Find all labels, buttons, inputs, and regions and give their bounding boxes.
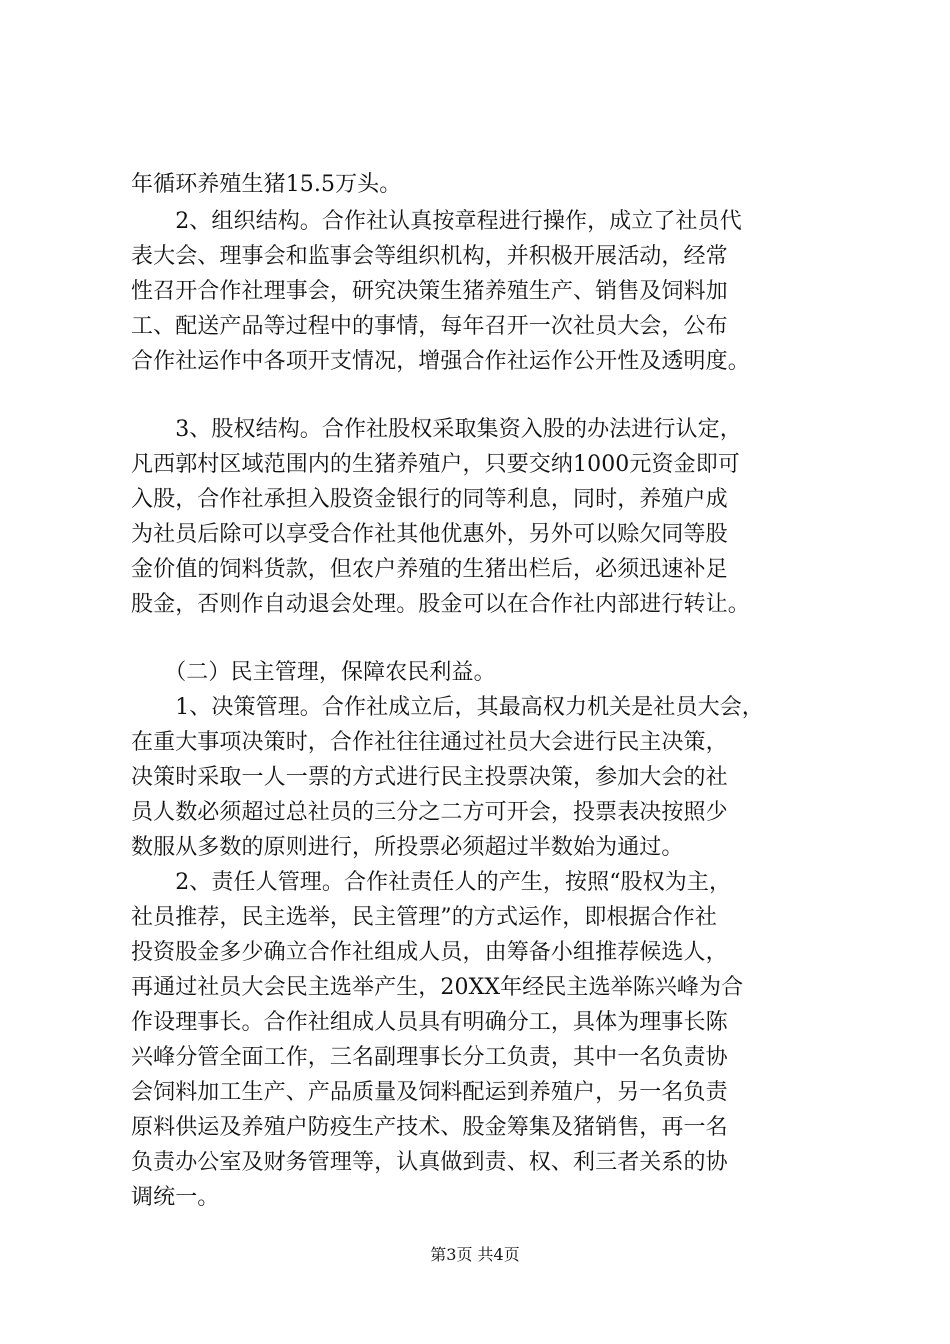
text-line: 合作社运作中各项开支情况，增强合作社运作公开性及透明度。	[131, 349, 750, 374]
text-line: 3、股权结构。合作社股权采取集资入股的办法进行认定，	[131, 417, 742, 442]
text-line: 金价值的饲料货款，但农户养殖的生猪出栏后，必须迅速补足	[131, 557, 728, 582]
text-line: 2、组织结构。合作社认真按章程进行操作，成立了社员代	[131, 209, 742, 234]
text-line: 1、决策管理。合作社成立后，其最高权力机关是社员大会，	[131, 695, 764, 720]
text-line: 兴峰分管全面工作，三名副理事长分工负责，其中一名负责协	[131, 1045, 728, 1070]
text-line: 投资股金多少确立合作社组成人员，由筹备小组推荐候选人，	[131, 940, 728, 965]
text-line: 数服从多数的原则进行，所投票必须超过半数始为通过。	[131, 835, 684, 860]
text-line: 在重大事项决策时，合作社往往通过社员大会进行民主决策，	[131, 730, 728, 755]
text-line: 调统一。	[131, 1185, 220, 1210]
text-line: 年循环养殖生猪15.5万头。	[131, 172, 402, 197]
text-line: 2、责任人管理。合作社责任人的产生，按照“股权为主，	[131, 870, 732, 895]
text-line: 再通过社员大会民主选举产生，20XX年经民主选举陈兴峰为合	[131, 975, 744, 1000]
text-line: 决策时采取一人一票的方式进行民主投票决策，参加大会的社	[131, 765, 728, 790]
text-line: 表大会、理事会和监事会等组织机构，并积极开展活动，经常	[131, 244, 728, 269]
text-line: 负责办公室及财务管理等，认真做到责、权、利三者关系的协	[131, 1150, 728, 1175]
text-line: 原料供运及养殖户防疫生产技术、股金筹集及猪销售，再一名	[131, 1115, 728, 1140]
text-line: 性召开合作社理事会，研究决策生猪养殖生产、销售及饲料加	[131, 279, 728, 304]
text-line: 作设理事长。合作社组成人员具有明确分工，具体为理事长陈	[131, 1010, 728, 1035]
text-line: 凡西郭村区域范围内的生猪养殖户，只要交纳1000元资金即可	[131, 452, 740, 477]
text-line: 为社员后除可以享受合作社其他优惠外，另外可以赊欠同等股	[131, 522, 728, 547]
text-line: 入股，合作社承担入股资金银行的同等利息，同时，养殖户成	[131, 487, 728, 512]
text-line: 员人数必须超过总社员的三分之二方可开会，投票表决按照少	[131, 800, 728, 825]
section-heading: （二）民主管理，保障农民利益。	[131, 660, 496, 685]
text-line: 股金，否则作自动退会处理。股金可以在合作社内部进行转让。	[131, 592, 750, 617]
text-line: 社员推荐，民主选举，民主管理”的方式运作，即根据合作社	[131, 905, 717, 930]
page-footer: 第3页 共4页	[430, 1245, 520, 1264]
text-line: 会饲料加工生产、产品质量及饲料配运到养殖户，另一名负责	[131, 1080, 728, 1105]
text-line: 工、配送产品等过程中的事情，每年召开一次社员大会，公布	[131, 314, 728, 339]
